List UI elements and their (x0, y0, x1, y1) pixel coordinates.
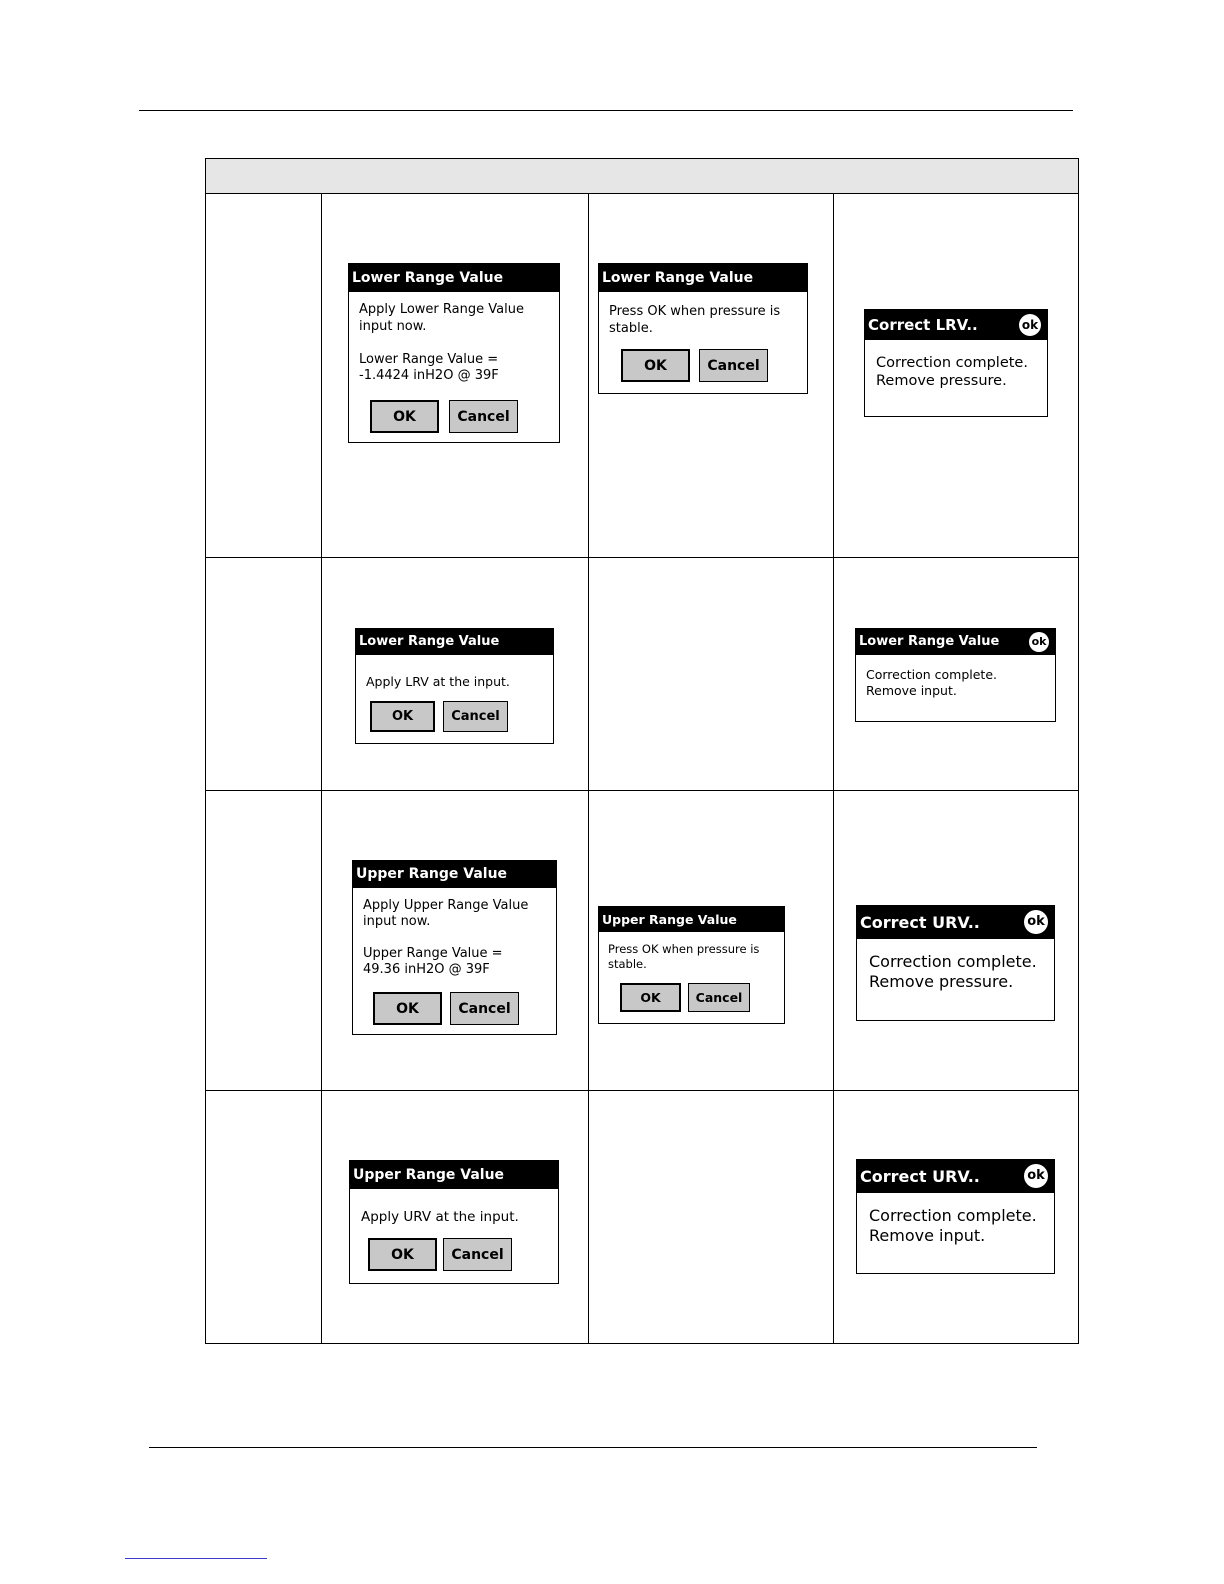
urv-apply-input-dialog (349, 1160, 559, 1284)
table-col-border (833, 193, 834, 1344)
correct-lrv-dialog (864, 309, 1048, 417)
cancel-button[interactable]: Cancel (449, 400, 518, 433)
ok-icon[interactable]: ok (1024, 1164, 1048, 1188)
lrv-complete-dialog (855, 628, 1056, 722)
table-row-border (205, 1090, 1079, 1091)
dialog-message: Apply URV at the input. (361, 1209, 519, 1225)
ok-button[interactable]: OK (373, 992, 442, 1025)
ok-icon[interactable]: ok (1019, 314, 1041, 336)
dialog-message: Apply Lower Range Value input now. Lower Range Value = -1.4424 inH2O @ 39F (359, 302, 524, 383)
ok-button[interactable]: OK (621, 349, 690, 382)
dialog-title: Lower Range Value (856, 629, 1055, 655)
header-rule (139, 110, 1073, 111)
cancel-button[interactable]: Cancel (450, 992, 519, 1025)
dialog-title: Lower Range Value (599, 264, 807, 292)
dialog-title: Correct LRV.. (865, 310, 1047, 340)
ok-icon[interactable]: ok (1029, 632, 1049, 652)
ok-button[interactable]: OK (370, 400, 439, 433)
ok-button[interactable]: OK (368, 1238, 437, 1271)
correct-urv-input-dialog (856, 1159, 1055, 1274)
dialog-message: Apply Upper Range Value input now. Upper Range Value = 49.36 inH2O @ 39F (363, 898, 529, 977)
ok-icon[interactable]: ok (1024, 910, 1048, 934)
dialog-message: Press OK when pressure is stable. (608, 942, 760, 971)
table-row-border (205, 790, 1079, 791)
ok-button[interactable]: OK (620, 983, 681, 1012)
dialog-title: Correct URV.. (857, 906, 1054, 939)
dialog-title: Upper Range Value (350, 1161, 558, 1189)
cancel-button[interactable]: Cancel (443, 1238, 512, 1271)
table-col-border (321, 193, 322, 1344)
table-col-border (588, 193, 589, 1344)
footer-link-underline (125, 1558, 267, 1559)
dialog-message: Correction complete. Remove pressure. (869, 952, 1037, 991)
urv-press-ok-dialog (598, 906, 785, 1024)
table-col-border (205, 193, 206, 1344)
correct-urv-dialog (856, 905, 1055, 1021)
cancel-button[interactable]: Cancel (688, 983, 750, 1012)
table-row-border (205, 1343, 1079, 1344)
footer-rule (149, 1447, 1037, 1448)
dialog-title: Upper Range Value (599, 907, 784, 932)
urv-apply-dialog (352, 860, 557, 1035)
table-col-border (1078, 193, 1079, 1344)
table-header-band (205, 158, 1079, 194)
dialog-message: Apply LRV at the input. (366, 674, 510, 689)
dialog-message: Correction complete. Remove input. (866, 667, 997, 698)
lrv-apply-dialog (348, 263, 560, 443)
table-row-border (205, 557, 1079, 558)
table-row-border (205, 193, 1079, 194)
dialog-title: Lower Range Value (356, 629, 553, 655)
ok-button[interactable]: OK (370, 701, 435, 732)
lrv-press-ok-dialog (598, 263, 808, 394)
cancel-button[interactable]: Cancel (443, 701, 508, 732)
lrv-apply-input-dialog (355, 628, 554, 744)
cancel-button[interactable]: Cancel (699, 349, 768, 382)
dialog-message: Press OK when pressure is stable. (609, 304, 781, 336)
dialog-message: Correction complete. Remove input. (869, 1206, 1037, 1245)
dialog-title: Correct URV.. (857, 1160, 1054, 1193)
dialog-title: Upper Range Value (353, 861, 556, 888)
dialog-message: Correction complete. Remove pressure. (876, 355, 1028, 389)
dialog-title: Lower Range Value (349, 264, 559, 292)
